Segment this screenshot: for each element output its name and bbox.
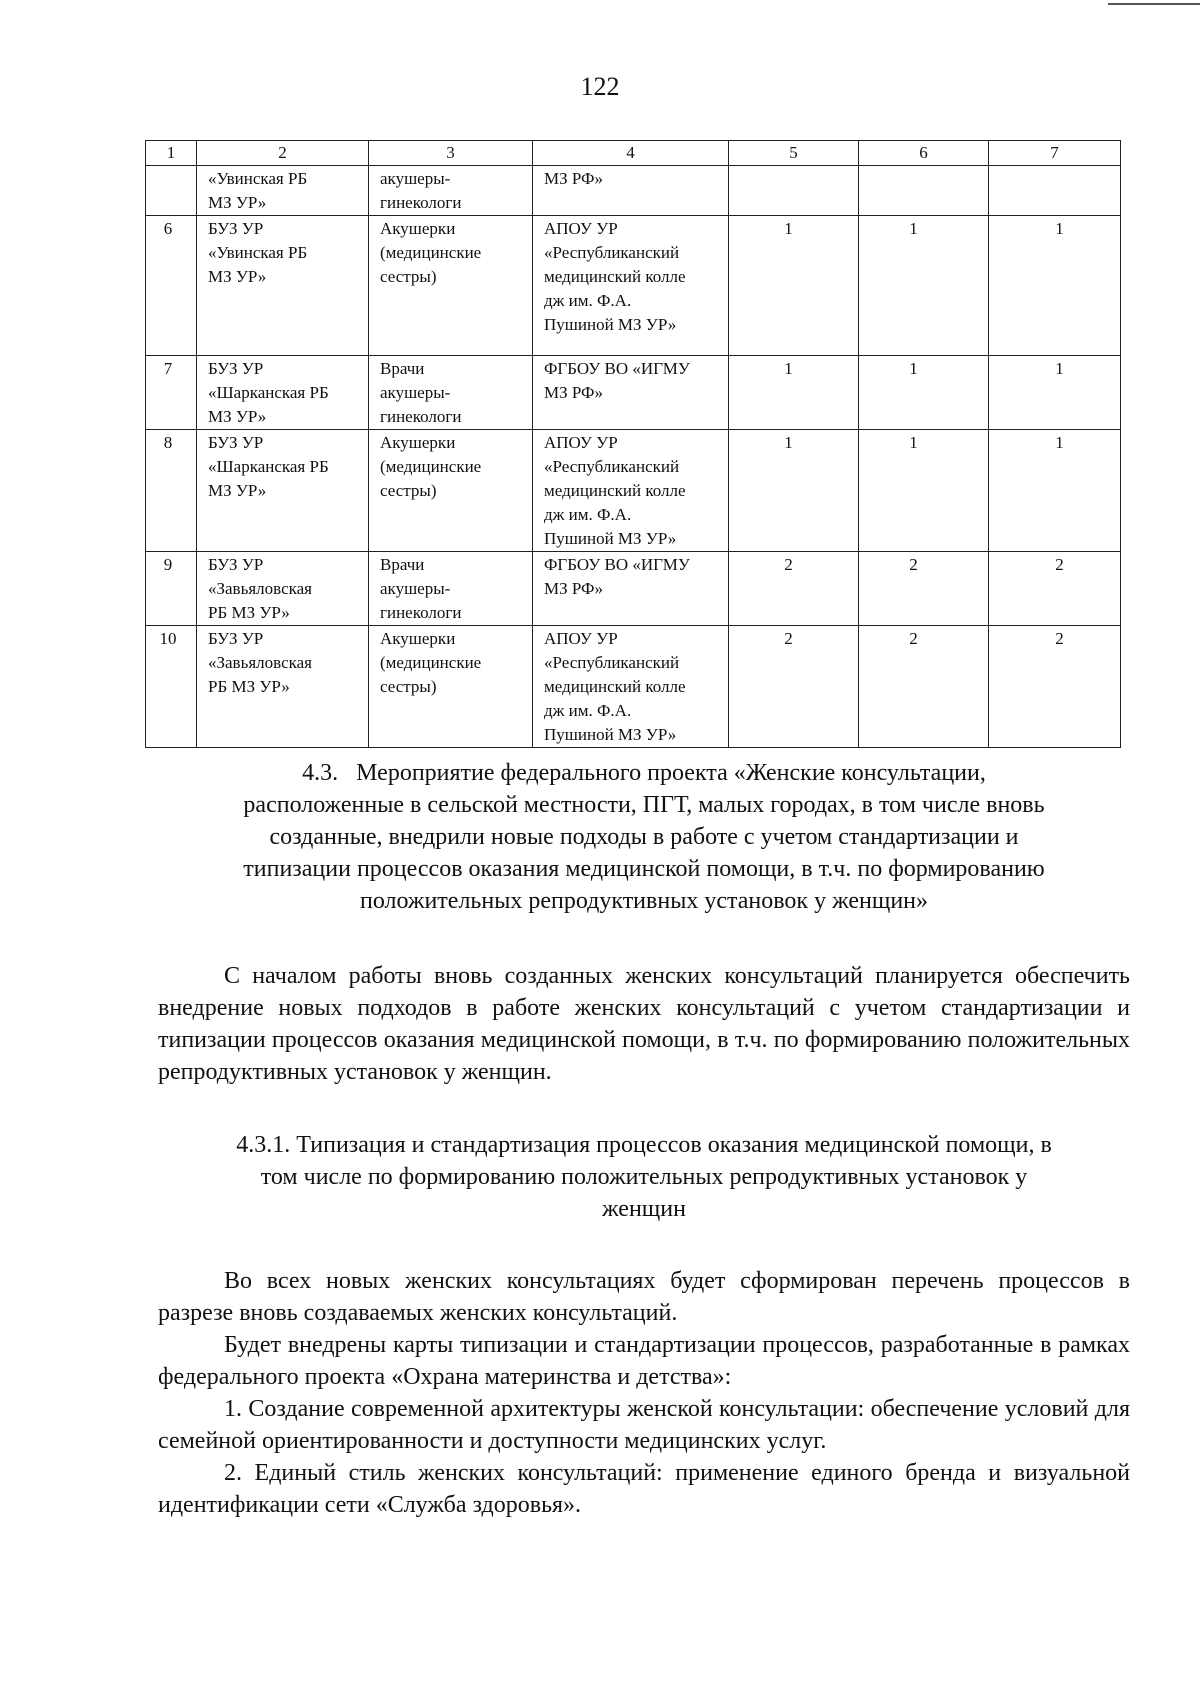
paragraph: Будет внедрены карты типизации и стандартизации процессов, разработанные в рамках федерального проекта «Охрана материнства и детства»:: [158, 1332, 1130, 1390]
institution-cell: [533, 216, 729, 356]
cell-text-line: гинекологи: [380, 603, 462, 622]
count-cell: 1: [729, 216, 859, 356]
count-cell: 2: [989, 626, 1121, 748]
cell-text-line: Акушерки: [380, 219, 456, 238]
heading-line: 4.3. Мероприятие федерального проекта «Женские консультации,: [302, 760, 986, 786]
page-number: 122: [580, 72, 620, 101]
cell-text-line: ФГБОУ ВО «ИГМУ: [544, 359, 690, 378]
organization-cell: [197, 216, 369, 356]
cell-text-line: акушеры-: [380, 383, 451, 402]
cell-text-line: Врачи: [380, 359, 425, 378]
specialty-cell: [369, 356, 533, 430]
cell-text-line: медицинский колле: [544, 267, 686, 286]
cell-text-line: МЗ УР»: [208, 481, 267, 500]
cell-text-line: акушеры-: [380, 169, 451, 188]
cell-text-line: акушеры-: [380, 579, 451, 598]
cell-text-line: «Республиканский: [544, 653, 680, 672]
row-number-cell: 8: [146, 430, 197, 552]
count-cell: 2: [989, 552, 1121, 626]
cell-text-line: «Завьяловская: [208, 579, 312, 598]
row-number-cell: 10: [146, 626, 197, 748]
cell-text-line: АПОУ УР: [544, 433, 618, 452]
column-header: 5: [729, 141, 859, 166]
staffing-table: [145, 140, 1121, 748]
cell-text-line: БУЗ УР: [208, 359, 264, 378]
organization-cell: [197, 552, 369, 626]
count-cell: 1: [989, 430, 1121, 552]
institution-cell: [533, 626, 729, 748]
table-row: [146, 216, 1121, 356]
institution-cell: [533, 356, 729, 430]
cell-text-line: «Шарканская РБ: [208, 383, 329, 402]
cell-text-line: «Шарканская РБ: [208, 457, 329, 476]
section-4-3-heading: [158, 757, 1130, 917]
count-cell: [989, 166, 1121, 216]
cell-text-line: Пушиной МЗ УР»: [544, 315, 677, 334]
cell-text-line: (медицинские: [380, 243, 482, 262]
cell-text-line: Акушерки: [380, 629, 456, 648]
count-cell: 1: [859, 430, 989, 552]
count-cell: [859, 166, 989, 216]
table-row: [146, 430, 1121, 552]
table-row: [146, 626, 1121, 748]
table-row: [146, 356, 1121, 430]
list-item: 2. Единый стиль женских консультаций: применение единого бренда и визуальной идентификации сети «Служба здоровья».: [158, 1460, 1130, 1518]
heading-line: положительных репродуктивных установок у женщин»: [359, 888, 929, 914]
paragraph: С началом работы вновь созданных женских консультаций планируется обеспечить внедрение новых подходов в работе женских консультаций с учетом стандартизации и типизации процессов оказания медицинской помощи, в т.ч. по формированию положительных репродуктивных установок у женщин.: [158, 963, 1130, 1085]
cell-text-line: сестры): [380, 481, 437, 500]
section-4-3-body: [158, 960, 1130, 1088]
count-cell: 1: [859, 216, 989, 356]
count-cell: 1: [729, 430, 859, 552]
cell-text-line: РБ МЗ УР»: [208, 603, 290, 622]
count-cell: 1: [729, 356, 859, 430]
organization-cell: [197, 626, 369, 748]
count-cell: 1: [859, 356, 989, 430]
paragraph: Во всех новых женских консультациях будет сформирован перечень процессов в разрезе вновь создаваемых женских консультаций.: [158, 1268, 1130, 1326]
table-body: [146, 141, 1121, 748]
cell-text-line: МЗ УР»: [208, 193, 267, 212]
count-cell: [729, 166, 859, 216]
cell-text-line: дж им. Ф.А.: [544, 291, 632, 310]
cell-text-line: «Увинская РБ: [208, 169, 308, 188]
count-cell: 2: [729, 626, 859, 748]
cell-text-line: МЗ РФ»: [544, 383, 603, 402]
cell-text-line: медицинский колле: [544, 677, 686, 696]
cell-text-line: «Республиканский: [544, 457, 680, 476]
cell-text-line: Пушиной МЗ УР»: [544, 725, 677, 744]
cell-text-line: (медицинские: [380, 457, 482, 476]
cell-text-line: МЗ УР»: [208, 407, 267, 426]
institution-cell: [533, 552, 729, 626]
cell-text-line: РБ МЗ УР»: [208, 677, 290, 696]
count-cell: 2: [859, 552, 989, 626]
column-header: 6: [859, 141, 989, 166]
heading-line: созданные, внедрили новые подходы в работе с учетом стандартизации и: [269, 824, 1019, 850]
cell-text-line: «Завьяловская: [208, 653, 312, 672]
cell-text-line: МЗ РФ»: [544, 579, 603, 598]
cell-text-line: БУЗ УР: [208, 629, 264, 648]
row-number-cell: [146, 166, 197, 216]
count-cell: 1: [989, 216, 1121, 356]
count-cell: 2: [859, 626, 989, 748]
cell-text-line: (медицинские: [380, 653, 482, 672]
cell-text-line: Пушиной МЗ УР»: [544, 529, 677, 548]
column-header: 3: [369, 141, 533, 166]
cell-text-line: дж им. Ф.А.: [544, 505, 632, 524]
column-header: 1: [146, 141, 197, 166]
cell-text-line: БУЗ УР: [208, 433, 264, 452]
table-row: [146, 166, 1121, 216]
specialty-cell: [369, 216, 533, 356]
institution-cell: [533, 166, 729, 216]
specialty-cell: [369, 430, 533, 552]
cell-text-line: ФГБОУ ВО «ИГМУ: [544, 555, 690, 574]
column-header: 4: [533, 141, 729, 166]
cell-text-line: АПОУ УР: [544, 629, 618, 648]
list-item: 1. Создание современной архитектуры женской консультации: обеспечение условий для семейной ориентированности и доступности медицинских услуг.: [158, 1396, 1130, 1454]
cell-text-line: МЗ РФ»: [544, 169, 603, 188]
cell-text-line: АПОУ УР: [544, 219, 618, 238]
heading-line: типизации процессов оказания медицинской помощи, в т.ч. по формированию: [243, 856, 1045, 882]
cell-text-line: БУЗ УР: [208, 555, 264, 574]
column-header: 2: [197, 141, 369, 166]
row-number-cell: 9: [146, 552, 197, 626]
section-4-3-1-body: [158, 1265, 1130, 1521]
cell-text-line: медицинский колле: [544, 481, 686, 500]
cell-text-line: сестры): [380, 267, 437, 286]
table-row: [146, 552, 1121, 626]
cell-text-line: МЗ УР»: [208, 267, 267, 286]
cell-text-line: сестры): [380, 677, 437, 696]
cell-text-line: «Увинская РБ: [208, 243, 308, 262]
organization-cell: [197, 166, 369, 216]
cell-text-line: БУЗ УР: [208, 219, 264, 238]
count-cell: 1: [989, 356, 1121, 430]
section-4-3-1-heading: [158, 1129, 1130, 1225]
heading-line: расположенные в сельской местности, ПГТ, малых городах, в том числе вновь: [243, 792, 1045, 818]
table-header-row: [146, 141, 1121, 166]
row-number-cell: 6: [146, 216, 197, 356]
cell-text-line: Акушерки: [380, 433, 456, 452]
heading-line: том числе по формированию положительных репродуктивных установок у: [260, 1164, 1028, 1190]
institution-cell: [533, 430, 729, 552]
cell-text-line: дж им. Ф.А.: [544, 701, 632, 720]
cell-text-line: гинекологи: [380, 407, 462, 426]
column-header: 7: [989, 141, 1121, 166]
cell-text-line: гинекологи: [380, 193, 462, 212]
heading-line: женщин: [602, 1196, 686, 1222]
cell-text-line: «Республиканский: [544, 243, 680, 262]
specialty-cell: [369, 626, 533, 748]
specialty-cell: [369, 166, 533, 216]
organization-cell: [197, 430, 369, 552]
scan-edge-mark: [1108, 3, 1200, 5]
count-cell: 2: [729, 552, 859, 626]
specialty-cell: [369, 552, 533, 626]
cell-text-line: Врачи: [380, 555, 425, 574]
row-number-cell: 7: [146, 356, 197, 430]
organization-cell: [197, 356, 369, 430]
heading-line: 4.3.1. Типизация и стандартизация процессов оказания медицинской помощи, в: [236, 1132, 1052, 1158]
